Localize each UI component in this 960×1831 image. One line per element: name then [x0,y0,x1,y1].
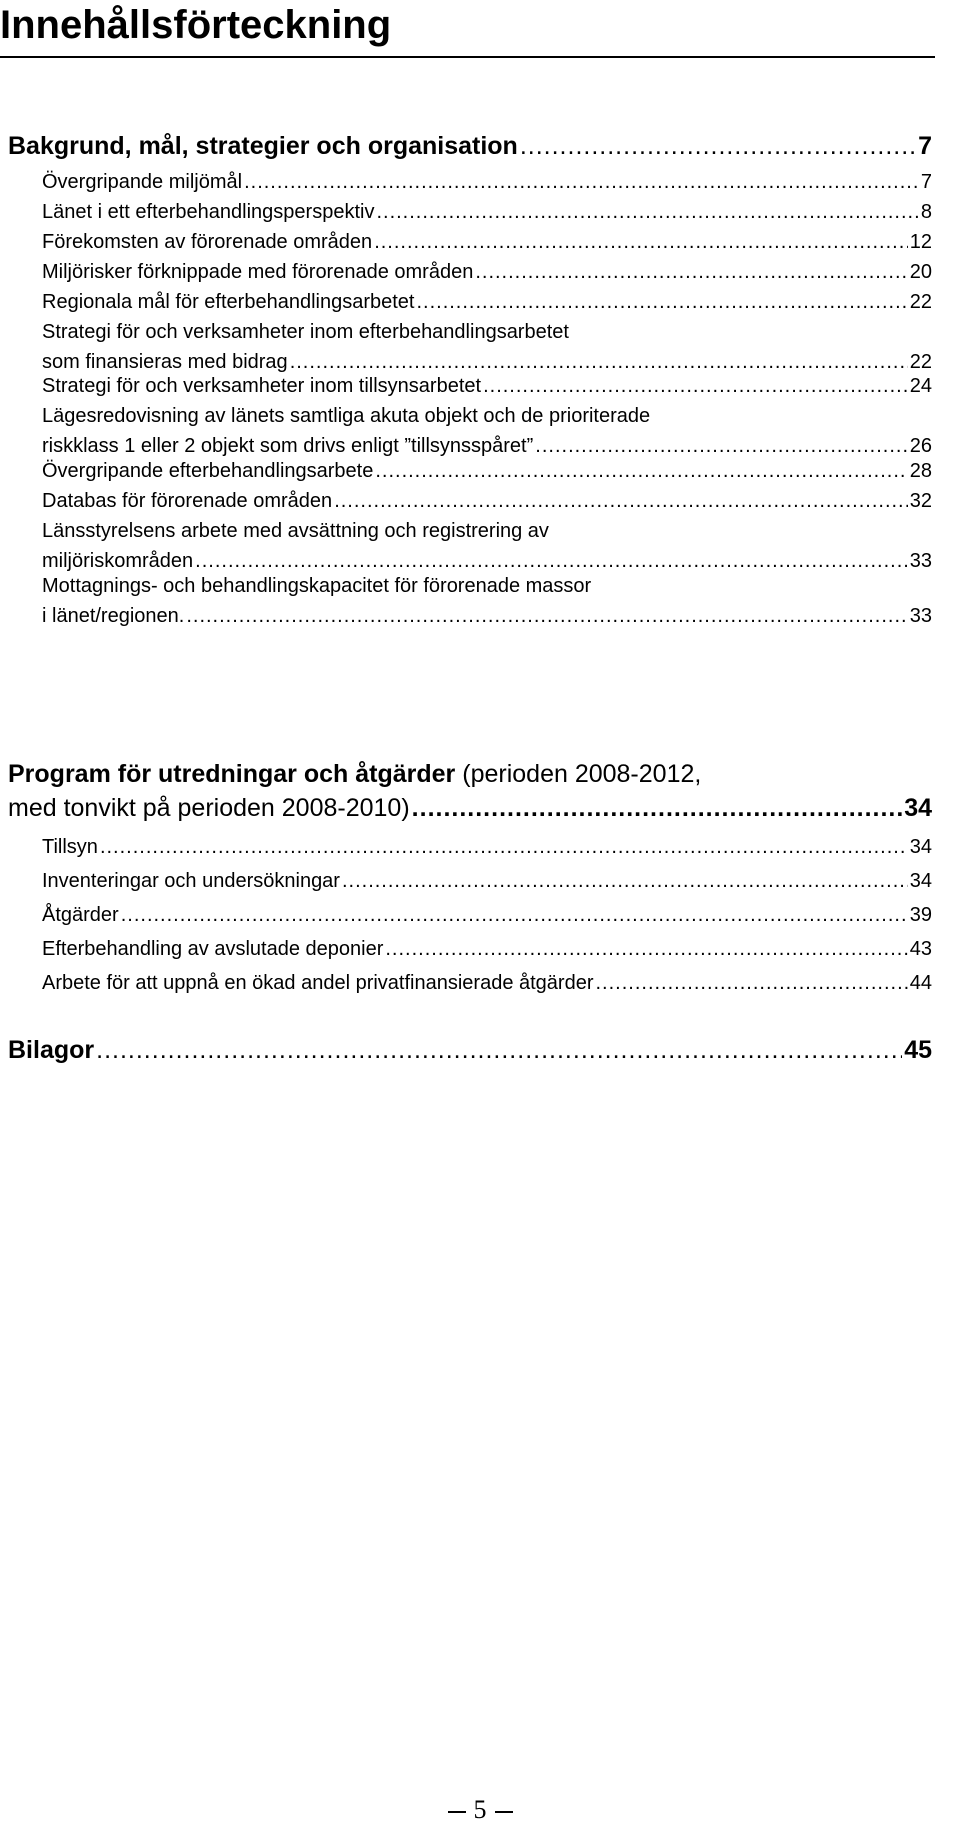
toc-page-number: 22 [909,351,932,373]
toc-leader [342,866,908,896]
toc-item[interactable] [42,287,932,317]
toc-item-title: riskklass 1 eller 2 objekt som drivs enligt ”tillsynsspåret” [42,435,534,457]
toc-page-number: 34 [909,836,932,858]
toc-page-number: 33 [909,605,932,627]
toc-item-title: Arbete för att uppnå en ökad andel privatfinansierade åtgärder [42,972,594,994]
toc-leader [416,287,907,317]
toc-item-title: som finansieras med bidrag [42,351,288,373]
toc-item[interactable] [42,486,932,516]
toc-leader [520,129,916,163]
toc-section-title-line1 [8,757,932,791]
toc-leader [186,601,907,631]
footer-dash-left [448,1811,466,1813]
page-footer [0,1792,960,1828]
page-title: Innehållsförteckning [0,3,392,47]
toc-item[interactable] [42,456,932,486]
toc-item[interactable] [42,866,932,896]
toc-item[interactable] [42,934,932,964]
toc-leader [475,257,907,287]
toc-section-appendices[interactable] [8,1033,932,1067]
toc-leader [483,371,908,401]
toc-leader [100,832,908,862]
toc-leader [334,486,908,516]
toc-item-title: Övergripande miljömål [42,171,243,193]
toc-page-number: 7 [918,132,932,160]
toc-item-title: Databas för förorenade områden [42,490,333,512]
toc-page-number: 43 [909,938,932,960]
toc-item-title: miljöriskområden [42,550,194,572]
toc-item[interactable] [42,401,932,461]
toc-item[interactable] [42,371,932,401]
toc-page-number: 7 [920,171,932,193]
toc-page-number: 28 [909,460,932,482]
toc-page-number: 26 [909,435,932,457]
toc-item[interactable] [42,900,932,930]
toc-item-title: Länet i ett efterbehandlingsperspektiv [42,201,375,223]
toc-page-number: 34 [909,870,932,892]
toc-item[interactable] [42,516,932,576]
toc-section-title: Bakgrund, mål, strategier och organisation [8,132,518,160]
toc-item-title: Efterbehandling av avslutade deponier [42,938,384,960]
toc-item-title-line1: Strategi för och verksamheter inom efterbehandlingsarbetet [42,321,569,343]
toc-page-number: 34 [904,794,932,822]
toc-leader [595,968,907,998]
toc-item-title: i länet/regionen. [42,605,185,627]
footer-dash-right [495,1811,513,1813]
toc-page-number: 32 [909,490,932,512]
toc-item[interactable] [42,317,932,377]
toc-leader [385,934,907,964]
toc-page-number: 33 [909,550,932,572]
toc-leader [376,197,918,227]
toc-leader [375,456,907,486]
toc-section-title-normal: (perioden 2008-2012, [455,760,702,788]
toc-item[interactable] [42,227,932,257]
toc-leader [121,900,908,930]
toc-item[interactable] [42,167,932,197]
toc-leader [96,1033,902,1067]
toc-section-title: Bilagor [8,1036,95,1064]
toc-item-title: Regionala mål för efterbehandlingsarbetet [42,291,415,313]
toc-item[interactable] [42,257,932,287]
toc-item-title: Miljörisker förknippade med förorenade områden [42,261,474,283]
toc-item-title-line1: Mottagnings- och behandlingskapacitet för förorenade massor [42,575,592,597]
toc-leader [244,167,919,197]
toc-item-title: Åtgärder [42,904,119,926]
toc-item[interactable] [42,571,932,631]
title-rule [0,56,935,58]
toc-page-number: 44 [909,972,932,994]
toc-item-title: Inventeringar och undersökningar [42,870,340,892]
toc-page-number: 8 [920,201,932,223]
toc-item[interactable] [42,832,932,862]
toc-item-title: Tillsyn [42,836,98,858]
toc-item-title: Strategi för och verksamheter inom tillsynsarbetet [42,375,482,397]
toc-page-number: 45 [904,1036,932,1064]
toc-item[interactable] [42,968,932,998]
toc-leader [374,227,908,257]
toc-item-title: Förekomsten av förorenade områden [42,231,373,253]
toc-page-number: 39 [909,904,932,926]
toc-section-program[interactable] [8,757,932,825]
toc-item-title-line1: Länsstyrelsens arbete med avsättning och registrering av [42,520,549,542]
toc-leader [412,791,903,825]
toc-section-title-line2: med tonvikt på perioden 2008-2010) [8,794,410,822]
toc-section-background[interactable] [8,129,932,163]
toc-item[interactable] [42,197,932,227]
toc-page-number: 12 [909,231,932,253]
page-number: 5 [473,1795,487,1824]
toc-item-title: Övergripande efterbehandlingsarbete [42,460,374,482]
toc-item-title-line1: Lägesredovisning av länets samtliga akuta objekt och de prioriterade [42,405,651,427]
toc-page-number: 20 [909,261,932,283]
toc-page-number: 22 [909,291,932,313]
toc-page-number: 24 [909,375,932,397]
toc-section-title-bold: Program för utredningar och åtgärder [8,760,456,788]
